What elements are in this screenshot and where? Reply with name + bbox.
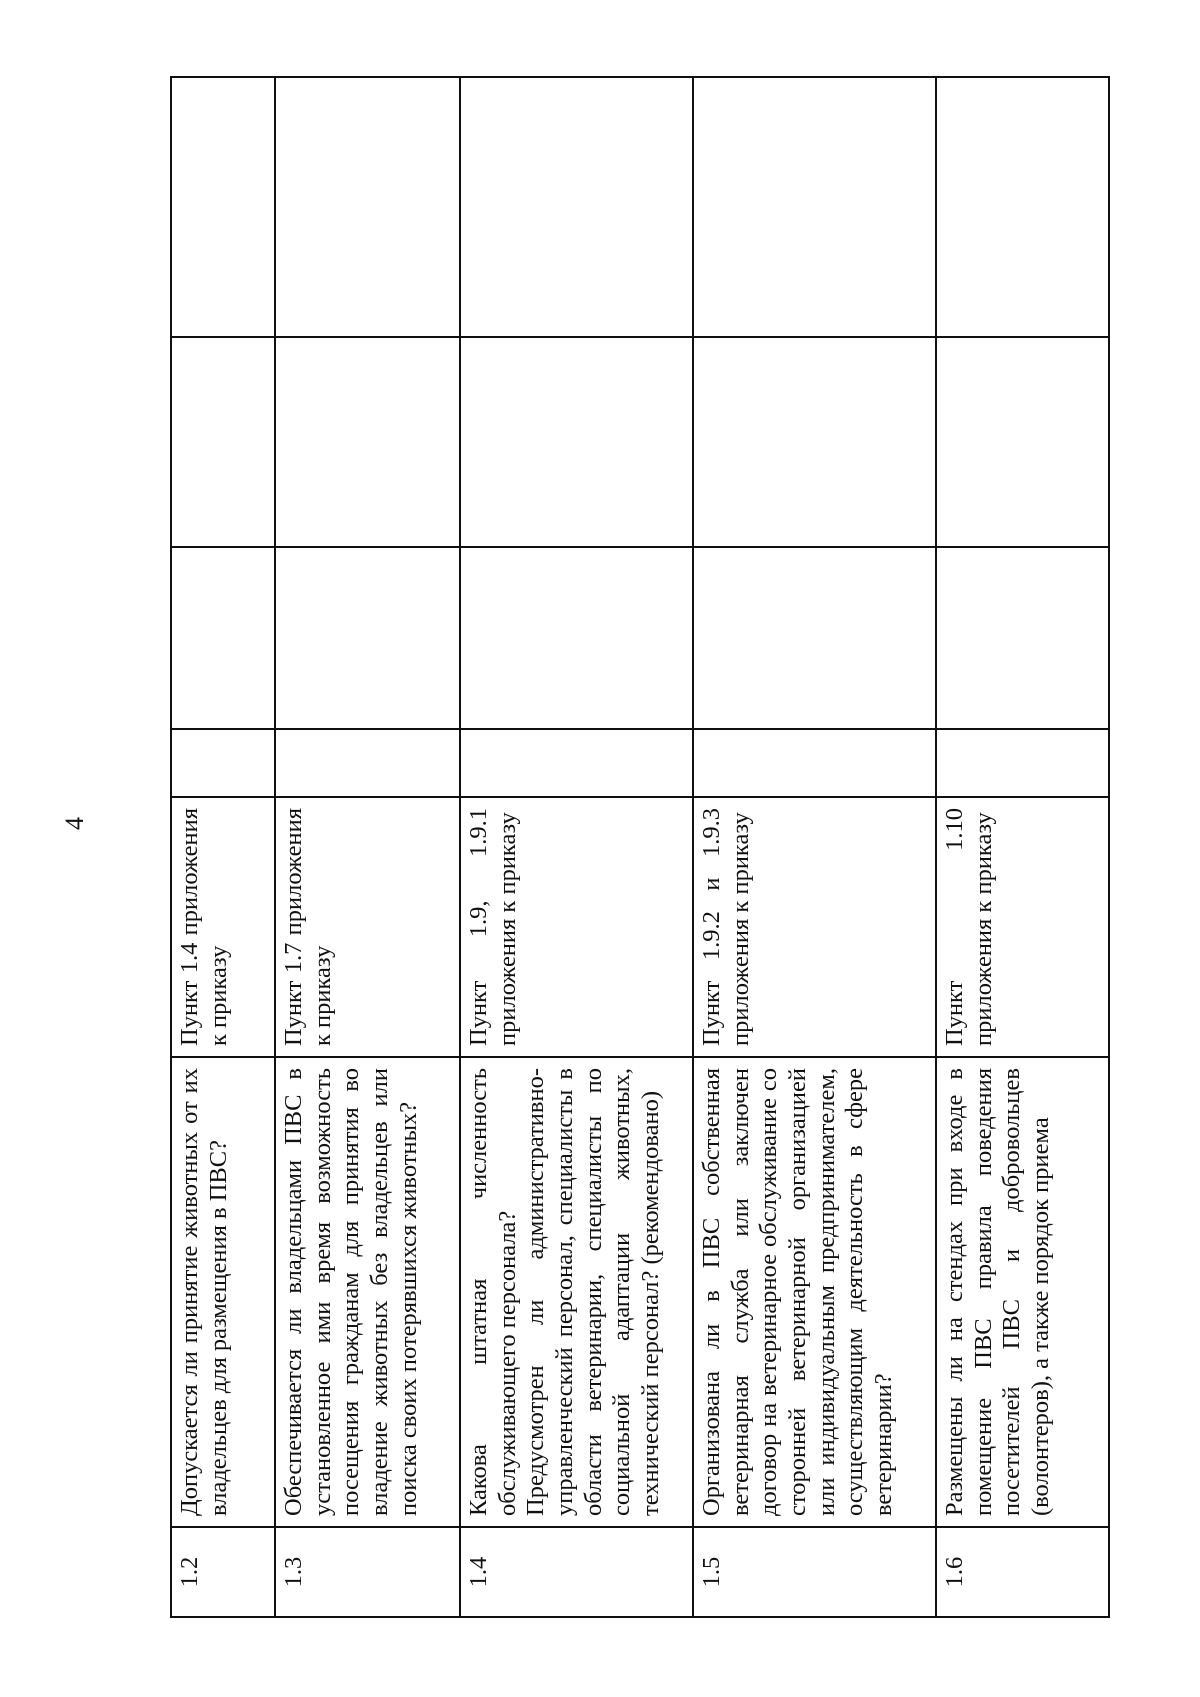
empty-cell	[171, 547, 275, 729]
question-cell	[171, 1057, 275, 1527]
empty-cell	[171, 77, 275, 337]
question-text: Предусмотрен ли административно-управленческий персонал, специалисты в области ветеринарии, специалисты по социальной адаптации животных, технический персонал? (рекомендовано)	[522, 1068, 664, 1516]
empty-cell	[171, 337, 275, 547]
question-text: Какова штатная численность обслуживающего персонала?	[465, 1068, 521, 1516]
table-row	[460, 77, 693, 1617]
empty-cell	[275, 77, 460, 337]
empty-cell	[460, 77, 693, 337]
empty-cell	[936, 547, 1109, 729]
empty-cell	[275, 547, 460, 729]
empty-cell	[936, 729, 1109, 797]
empty-cell	[460, 547, 693, 729]
empty-cell	[460, 337, 693, 547]
row-number: 1.5	[693, 1527, 936, 1617]
question-text: Обеспечивается ли владельцами ПВС в установленное ими время возможность посещения гражданам для принятия во владение животных без владельцев или поиска своих потерявшихся животных?	[280, 1068, 422, 1516]
table-row	[936, 77, 1109, 1617]
reference-cell: Пункт 1.7 приложения к приказу	[275, 797, 460, 1057]
row-number: 1.6	[936, 1527, 1109, 1617]
empty-cell	[693, 547, 936, 729]
reference-cell: Пункт 1.10 приложения к приказу	[936, 797, 1109, 1057]
empty-cell	[275, 729, 460, 797]
table-row	[171, 77, 275, 1617]
question-cell	[275, 1057, 460, 1527]
row-number: 1.2	[171, 1527, 275, 1617]
empty-cell	[275, 337, 460, 547]
table-row	[275, 77, 460, 1617]
reference-cell: Пункт 1.9.2 и 1.9.3 приложения к приказу	[693, 797, 936, 1057]
empty-cell	[693, 77, 936, 337]
question-cell	[693, 1057, 936, 1527]
row-number: 1.4	[460, 1527, 693, 1617]
question-text: Допускается ли принятие животных от их владельцев для размещения в ПВС?	[176, 1068, 232, 1516]
empty-cell	[693, 729, 936, 797]
rotated-page-content	[170, 78, 1108, 1618]
question-text: Размещены ли на стендах при входе в помещение ПВС правила поведения посетителей ПВС и добровольцев (волонтеров), а также порядок приема	[941, 1068, 1054, 1516]
row-number: 1.3	[275, 1527, 460, 1617]
empty-cell	[460, 729, 693, 797]
question-cell	[460, 1057, 693, 1527]
reference-cell: Пункт 1.9, 1.9.1 приложения к приказу	[460, 797, 693, 1057]
empty-cell	[693, 337, 936, 547]
question-text: Организована ли в ПВС собственная ветеринарная служба или заключен договор на ветеринарное обслуживание со сторонней ветеринарной организацией или индивидуальным предпринимателем, осуществляющим деятельность в сфере ветеринарии?	[698, 1068, 897, 1516]
reference-cell: Пункт 1.4 приложения к приказу	[171, 797, 275, 1057]
empty-cell	[936, 337, 1109, 547]
checklist-table	[170, 76, 1110, 1618]
table-row	[693, 77, 936, 1617]
empty-cell	[171, 729, 275, 797]
empty-cell	[936, 77, 1109, 337]
page-number: 4	[60, 817, 89, 830]
question-cell	[936, 1057, 1109, 1527]
